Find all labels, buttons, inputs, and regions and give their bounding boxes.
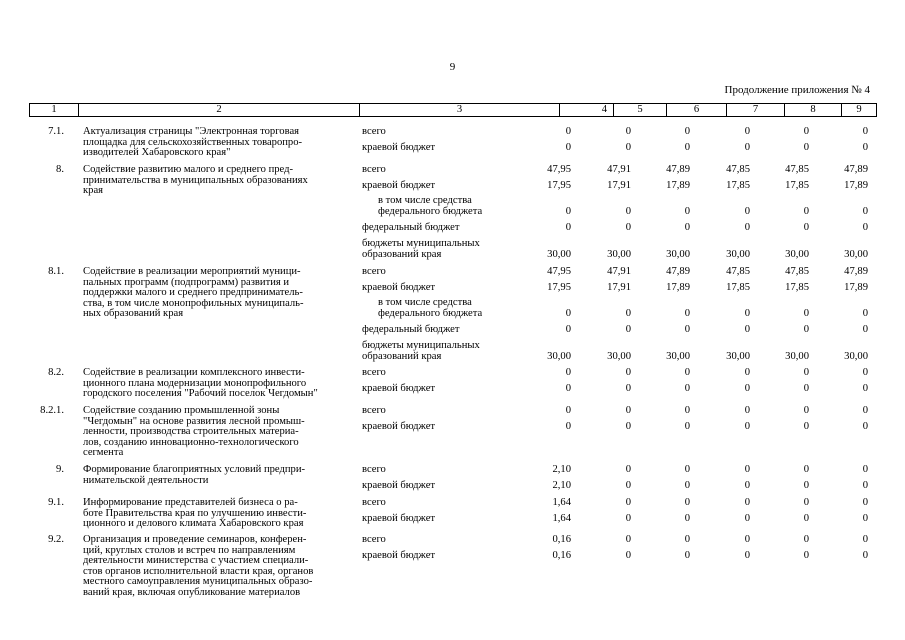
amount-cell-col-8: 0: [803, 142, 809, 153]
amount-cell-col-9: 47,89: [844, 266, 868, 277]
amount-cell-col-8: 17,85: [785, 282, 809, 293]
amount-cell-col-7: 0: [744, 324, 750, 335]
amount-cell-col-7: 17,85: [726, 180, 750, 191]
amount-cell-col-8: 0: [803, 126, 809, 137]
amount-cell-col-9: 17,89: [844, 282, 868, 293]
amount-cell-col-9: 0: [862, 421, 868, 432]
amount-cell-col-5: 0: [625, 513, 631, 524]
funding-source-line: краевой бюджет: [362, 180, 436, 191]
amount-cell-col-7: 0: [744, 497, 750, 508]
funding-source-line: краевой бюджет: [362, 513, 436, 524]
amount-cell-col-5: 0: [625, 367, 631, 378]
funding-source-line: краевой бюджет: [362, 550, 436, 561]
amount-cell-col-9: 30,00: [844, 248, 868, 260]
row-activity-name: [83, 165, 358, 197]
amount-cell-col-9: 0: [862, 513, 868, 524]
amount-cell-col-9: 17,89: [844, 180, 868, 191]
amount-cell-col-8: 0: [803, 421, 809, 432]
amount-cell-col-8: 47,85: [785, 266, 809, 277]
amount-cell-col-4: 0: [565, 126, 571, 137]
amount-cell-col-8: 30,00: [785, 248, 809, 260]
amount-cell-col-4: 30,00: [547, 248, 571, 260]
amount-cell-col-8: 0: [803, 222, 809, 233]
amount-cell-col-6: 47,89: [666, 266, 690, 277]
col-header-7: 7: [727, 104, 785, 117]
activity-name-line: сегмента: [83, 447, 124, 458]
activity-name-line: ционного и делового климата Хабаровского края: [83, 518, 304, 529]
amount-cell-col-7: 47,85: [726, 266, 750, 277]
amount-cell-col-8: 30,00: [785, 350, 809, 362]
amount-cell-col-4: 1,64: [552, 497, 571, 508]
funding-source: [362, 498, 386, 509]
amount-cell-col-5: 47,91: [607, 266, 631, 277]
funding-source: [362, 267, 386, 278]
activity-name-line: Содействие созданию промышленной зоны: [83, 405, 280, 416]
amount-cell-col-7: 0: [744, 480, 750, 491]
amount-cell-col-4: 30,00: [547, 350, 571, 362]
row-number: 9.2.: [48, 534, 64, 545]
funding-source-line: всего: [362, 266, 386, 277]
funding-source-line: федеральный бюджет: [362, 222, 460, 233]
funding-source: [362, 368, 386, 379]
funding-source-line: федеральный бюджет: [362, 324, 460, 335]
amount-cell-col-6: 0: [684, 421, 690, 432]
amount-cell-col-9: 0: [862, 324, 868, 335]
amount-cell-col-9: 0: [862, 534, 868, 545]
amount-cell-col-6: 0: [684, 367, 690, 378]
amount-cell-col-8: 0: [803, 367, 809, 378]
amount-cell-col-8: 0: [803, 383, 809, 394]
amount-cell-col-5: 17,91: [607, 282, 631, 293]
activity-name-line: ционного плана модернизации монопрофильного: [83, 377, 307, 389]
amount-cell-col-7: 0: [744, 205, 750, 217]
activity-name-line: Содействие развитию малого и среднего пред-: [83, 164, 294, 175]
activity-name-line: Содействие в реализации комплексного инвести-: [83, 367, 305, 378]
amount-cell-col-6: 30,00: [666, 248, 690, 260]
amount-cell-col-9: 0: [862, 480, 868, 491]
amount-cell-col-6: 0: [684, 126, 690, 137]
amount-cell-col-4: 17,95: [547, 180, 571, 191]
funding-source: [362, 143, 435, 154]
amount-cell-col-9: 0: [862, 126, 868, 137]
activity-name-line: ства, в том числе монопрофильных муниципаль-: [83, 297, 304, 309]
amount-cell-col-6: 0: [684, 405, 690, 416]
funding-source-line: всего: [362, 164, 386, 175]
activity-name-line: ных образований края: [83, 308, 184, 319]
amount-cell-col-7: 0: [744, 126, 750, 137]
amount-cell-col-6: 0: [684, 307, 690, 319]
amount-cell-col-9: 0: [862, 367, 868, 378]
amount-cell-col-4: 0: [565, 205, 571, 217]
amount-cell-col-4: 47,95: [547, 164, 571, 175]
amount-cell-col-5: 47,91: [607, 164, 631, 175]
amount-cell-col-8: 0: [803, 464, 809, 475]
amount-cell-col-9: 0: [862, 497, 868, 508]
amount-cell-col-6: 0: [684, 497, 690, 508]
amount-cell-col-4: 0: [565, 324, 571, 335]
amount-cell-col-9: 47,89: [844, 164, 868, 175]
amount-cell-col-9: 0: [862, 205, 868, 217]
amount-cell-col-6: 0: [684, 534, 690, 545]
amount-cell-col-6: 0: [684, 142, 690, 153]
amount-cell-col-6: 0: [684, 513, 690, 524]
amount-cell-col-9: 0: [862, 142, 868, 153]
amount-cell-col-6: 0: [684, 222, 690, 233]
activity-name-line: площадка для сельскохозяйственных товаропро-: [83, 136, 303, 148]
funding-source-line: всего: [362, 534, 386, 545]
amount-cell-col-6: 0: [684, 205, 690, 217]
col-header-2: 2: [79, 104, 360, 117]
amount-cell-col-9: 0: [862, 383, 868, 394]
col-header-1: 1: [30, 104, 79, 117]
activity-name-line: деятельности министерства с участием специали-: [83, 555, 309, 566]
activity-name-line: ций, круглых столов и встреч по направлениям: [83, 544, 296, 556]
row-number: 9.1.: [48, 497, 64, 508]
funding-source: [362, 127, 386, 138]
amount-cell-col-4: 0,16: [552, 550, 571, 561]
amount-cell-col-8: 17,85: [785, 180, 809, 191]
amount-cell-col-5: 0: [625, 205, 631, 217]
activity-name-line: пальных программ (подпрограмм) развития и: [83, 276, 290, 288]
funding-source-line: в том числе средства: [378, 297, 472, 308]
amount-cell-col-8: 0: [803, 307, 809, 319]
amount-cell-col-9: 0: [862, 222, 868, 233]
activity-name-line: Содействие в реализации мероприятий муници-: [83, 266, 301, 277]
activity-name-line: изводителей Хабаровского края": [83, 147, 231, 158]
activity-name-line: боте Правительства края по улучшению инвести-: [83, 507, 307, 519]
amount-cell-col-5: 0: [625, 126, 631, 137]
funding-source: [378, 196, 482, 217]
amount-cell-col-7: 0: [744, 307, 750, 319]
row-number: 8.: [56, 164, 64, 175]
amount-cell-col-5: 0: [625, 480, 631, 491]
amount-cell-col-6: 17,89: [666, 180, 690, 191]
funding-source: [362, 223, 460, 234]
amount-cell-col-5: 0: [625, 534, 631, 545]
amount-cell-col-6: 0: [684, 324, 690, 335]
funding-source: [362, 181, 435, 192]
funding-source: [362, 384, 435, 395]
amount-cell-col-5: 0: [625, 405, 631, 416]
amount-cell-col-7: 0: [744, 550, 750, 561]
amount-cell-col-7: 0: [744, 367, 750, 378]
activity-name-line: нимательской деятельности: [83, 474, 209, 486]
funding-source-line: всего: [362, 367, 386, 378]
amount-cell-col-5: 0: [625, 222, 631, 233]
row-number: 8.1.: [48, 266, 64, 277]
funding-source-line: всего: [362, 464, 386, 475]
amount-cell-col-4: 0,16: [552, 534, 571, 545]
column-header-row: [30, 104, 877, 117]
funding-source-line: бюджеты муниципальных: [362, 238, 480, 249]
funding-source-line: образований края: [362, 248, 442, 260]
funding-source: [378, 298, 482, 319]
amount-cell-col-8: 0: [803, 324, 809, 335]
amount-cell-col-7: 47,85: [726, 164, 750, 175]
funding-source: [362, 481, 435, 492]
row-activity-name: [83, 498, 358, 530]
amount-cell-col-4: 0: [565, 142, 571, 153]
amount-cell-col-5: 0: [625, 421, 631, 432]
row-number: 8.2.1.: [40, 405, 64, 416]
activity-name-line: поддержки малого и среднего предприниматель-: [83, 287, 303, 298]
col-header-5: 5: [614, 104, 667, 117]
amount-cell-col-8: 0: [803, 513, 809, 524]
amount-cell-col-5: 0: [625, 383, 631, 394]
activity-name-line: стов органов исполнительной власти края, органов: [83, 565, 314, 577]
amount-cell-col-8: 47,85: [785, 164, 809, 175]
funding-source-line: в том числе средства: [378, 195, 472, 206]
amount-cell-col-9: 0: [862, 307, 868, 319]
amount-cell-col-9: 0: [862, 464, 868, 475]
funding-source: [362, 165, 386, 176]
row-activity-name: [83, 368, 358, 400]
col-header-8: 8: [785, 104, 842, 117]
amount-cell-col-7: 0: [744, 513, 750, 524]
row-activity-name: [83, 127, 358, 159]
amount-cell-col-5: 0: [625, 497, 631, 508]
amount-cell-col-4: 0: [565, 383, 571, 394]
funding-source-line: краевой бюджет: [362, 142, 436, 153]
row-number: 9.: [56, 464, 64, 475]
activity-name-line: ваний края, включая опубликование материалов: [83, 586, 301, 598]
amount-cell-col-7: 30,00: [726, 248, 750, 260]
funding-source-line: всего: [362, 497, 386, 508]
activity-name-line: местного самоуправления муниципальных образо-: [83, 576, 313, 587]
amount-cell-col-5: 17,91: [607, 180, 631, 191]
funding-source: [362, 514, 435, 525]
amount-cell-col-4: 17,95: [547, 282, 571, 293]
row-number: 8.2.: [48, 367, 64, 378]
amount-cell-col-7: 0: [744, 534, 750, 545]
amount-cell-col-4: 0: [565, 405, 571, 416]
amount-cell-col-5: 0: [625, 324, 631, 335]
amount-cell-col-4: 1,64: [552, 513, 571, 524]
amount-cell-col-7: 30,00: [726, 350, 750, 362]
funding-source: [362, 341, 480, 362]
amount-cell-col-7: 0: [744, 405, 750, 416]
amount-cell-col-5: 0: [625, 464, 631, 475]
amount-cell-col-6: 0: [684, 464, 690, 475]
amount-cell-col-5: 30,00: [607, 248, 631, 260]
funding-source-line: федерального бюджета: [378, 205, 483, 217]
activity-name-line: Организация и проведение семинаров, конферен-: [83, 534, 307, 545]
col-header-4: 4: [560, 104, 614, 117]
funding-source-line: бюджеты муниципальных: [362, 340, 480, 351]
activity-name-line: ленности, производства строительных материа-: [83, 426, 299, 437]
activity-name-line: принимательства в муниципальных образованиях: [83, 174, 308, 186]
funding-source: [362, 465, 386, 476]
activity-name-line: края: [83, 185, 104, 196]
funding-source-line: образований края: [362, 350, 442, 362]
activity-name-line: "Чегдомын" на основе развития лесной промыш-: [83, 415, 305, 427]
amount-cell-col-7: 17,85: [726, 282, 750, 293]
amount-cell-col-4: 47,95: [547, 266, 571, 277]
row-activity-name: [83, 465, 358, 486]
amount-cell-col-8: 0: [803, 497, 809, 508]
amount-cell-col-5: 0: [625, 142, 631, 153]
amount-cell-col-6: 17,89: [666, 282, 690, 293]
activity-name-line: городского поселения "Рабочий поселок Чегдомын": [83, 388, 318, 399]
funding-source-line: всего: [362, 126, 386, 137]
funding-source-line: краевой бюджет: [362, 421, 436, 432]
page-number: 9: [449, 61, 456, 73]
amount-cell-col-5: 0: [625, 550, 631, 561]
col-header-9: 9: [842, 104, 877, 117]
amount-cell-col-8: 0: [803, 550, 809, 561]
funding-source: [362, 535, 386, 546]
activity-name-line: лов, созданию инновационно-технологического: [83, 436, 299, 448]
amount-cell-col-8: 0: [803, 534, 809, 545]
amount-cell-col-7: 0: [744, 142, 750, 153]
amount-cell-col-8: 0: [803, 405, 809, 416]
funding-source: [362, 406, 386, 417]
amount-cell-col-6: 0: [684, 383, 690, 394]
amount-cell-col-4: 2,10: [552, 464, 571, 475]
funding-source-line: всего: [362, 405, 386, 416]
amount-cell-col-4: 0: [565, 421, 571, 432]
funding-source: [362, 325, 460, 336]
amount-cell-col-7: 0: [744, 421, 750, 432]
amount-cell-col-6: 30,00: [666, 350, 690, 362]
col-header-6: 6: [667, 104, 727, 117]
amount-cell-col-8: 0: [803, 480, 809, 491]
amount-cell-col-4: 0: [565, 307, 571, 319]
amount-cell-col-6: 0: [684, 480, 690, 491]
funding-source-line: краевой бюджет: [362, 282, 436, 293]
row-activity-name: [83, 267, 358, 320]
amount-cell-col-4: 0: [565, 367, 571, 378]
row-activity-name: [83, 406, 358, 459]
amount-cell-col-5: 0: [625, 307, 631, 319]
col-header-3: 3: [360, 104, 560, 117]
amount-cell-col-9: 30,00: [844, 350, 868, 362]
amount-cell-col-9: 0: [862, 550, 868, 561]
amount-cell-col-7: 0: [744, 464, 750, 475]
amount-cell-col-8: 0: [803, 205, 809, 217]
funding-source-line: федерального бюджета: [378, 307, 483, 319]
amount-cell-col-7: 0: [744, 383, 750, 394]
row-activity-name: [83, 535, 358, 598]
amount-cell-col-4: 2,10: [552, 480, 571, 491]
amount-cell-col-6: 0: [684, 550, 690, 561]
amount-cell-col-4: 0: [565, 222, 571, 233]
activity-name-line: Информирование представителей бизнеса о ра-: [83, 497, 298, 508]
funding-source-line: краевой бюджет: [362, 383, 436, 394]
amount-cell-col-9: 0: [862, 405, 868, 416]
funding-source: [362, 283, 435, 294]
activity-name-line: Актуализация страницы "Электронная торговая: [83, 126, 300, 137]
column-header-table: [29, 103, 877, 117]
funding-source: [362, 551, 435, 562]
amount-cell-col-7: 0: [744, 222, 750, 233]
amount-cell-col-6: 47,89: [666, 164, 690, 175]
funding-source: [362, 239, 480, 260]
row-number: 7.1.: [48, 126, 64, 137]
continuation-label: Продолжение приложения № 4: [724, 84, 870, 96]
funding-source: [362, 422, 435, 433]
funding-source-line: краевой бюджет: [362, 480, 436, 491]
amount-cell-col-5: 30,00: [607, 350, 631, 362]
activity-name-line: Формирование благоприятных условий предпри-: [83, 464, 306, 475]
